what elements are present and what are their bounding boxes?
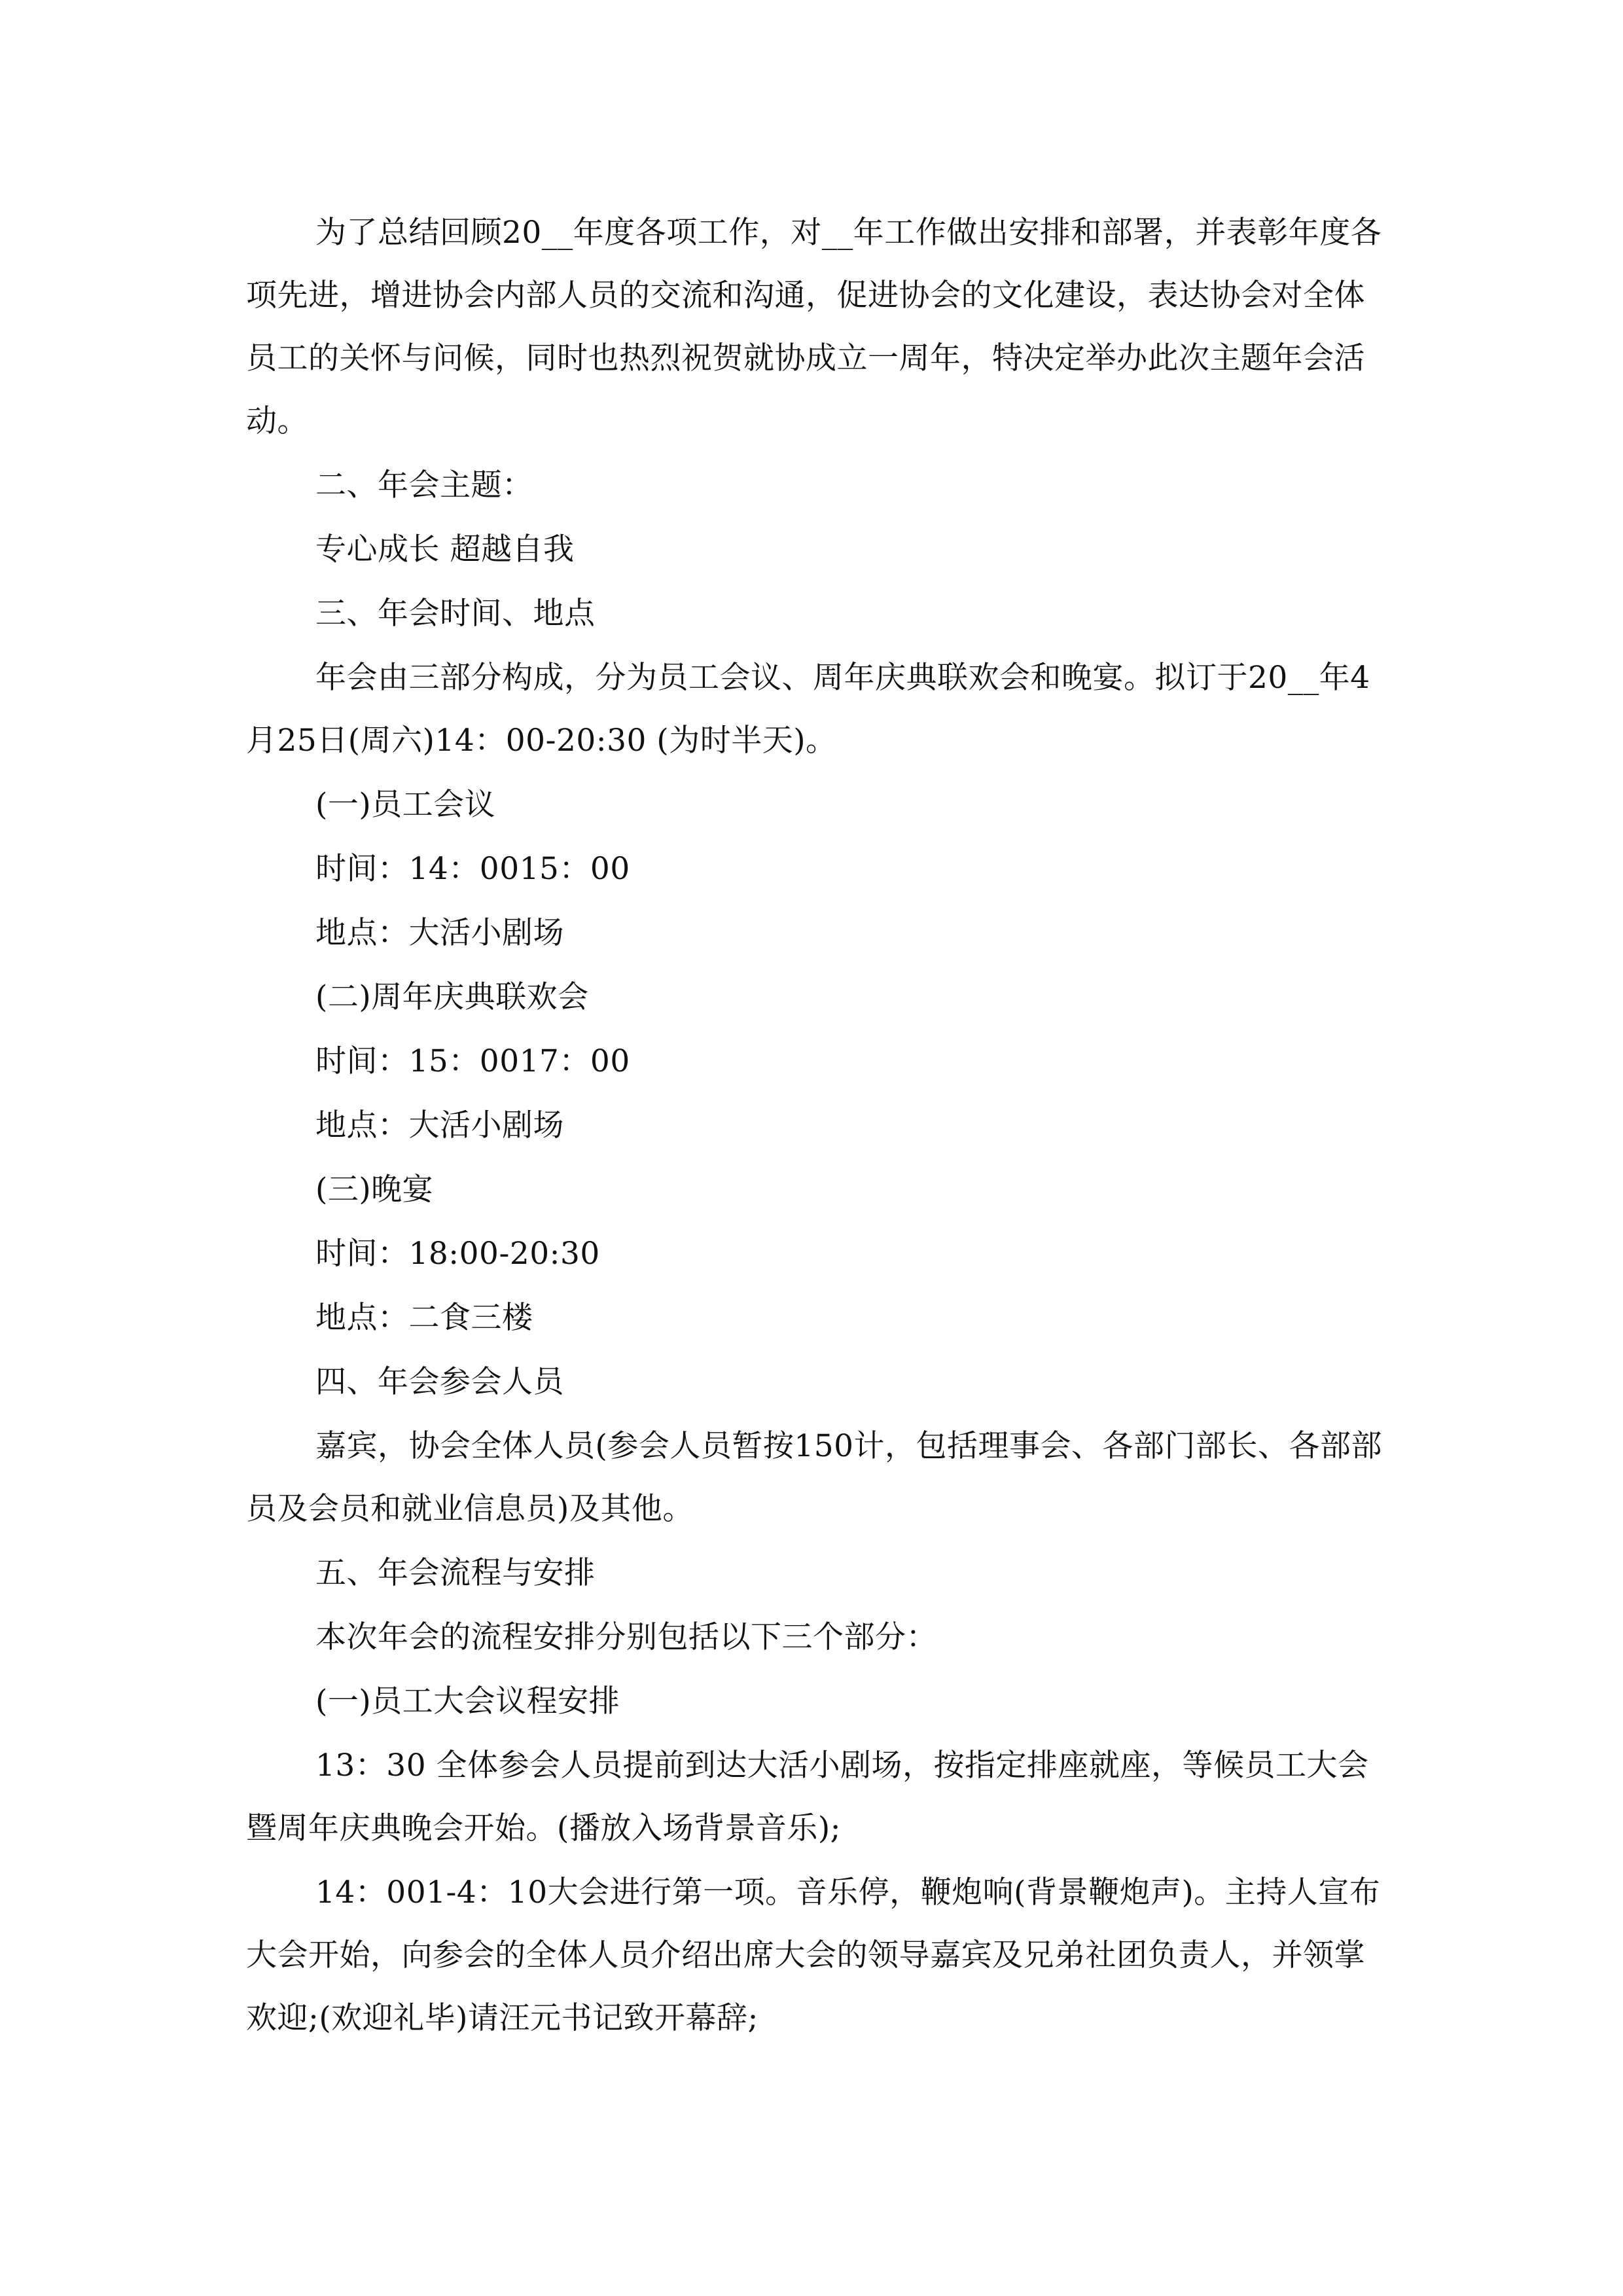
- staff-meeting-place: 地点：大活小剧场: [315, 915, 564, 951]
- theme-text: 专心成长 超越自我: [315, 531, 575, 567]
- agenda-item-1330: 13：30 全体参会人员提前到达大活小剧场，按指定排座就座，等候员工大会暨周年庆典晚会开始。(播放入场背景音乐);: [246, 1748, 1369, 1846]
- subheading-banquet: (三)晚宴: [315, 1172, 434, 1208]
- agenda-item-1400: 14：001-4：10大会进行第一项。音乐停，鞭炮响(背景鞭炮声)。主持人宣布大会开始，向参会的全体人员介绍出席大会的领导嘉宾及兄弟社团负责人，并领掌欢迎;(欢迎礼毕)请汪元书记致开幕辞;: [246, 1874, 1381, 2036]
- subheading-staff-meeting: (一)员工会议: [315, 787, 496, 823]
- banquet-time: 时间：18:00-20:30: [315, 1236, 600, 1272]
- document-page: [246, 202, 1385, 2051]
- staff-meeting-time: 时间：14：0015：00: [315, 851, 630, 887]
- banquet-place: 地点：二食三楼: [315, 1300, 533, 1336]
- section-heading-agenda: 五、年会流程与安排: [315, 1555, 596, 1591]
- schedule-paragraph: 年会由三部分构成，分为员工会议、周年庆典联欢会和晚宴。拟订于20__年4月25日(周六)14：00-20:30 (为时半天)。: [246, 660, 1370, 759]
- subheading-anniversary-gala: (二)周年庆典联欢会: [315, 979, 589, 1015]
- agenda-intro: 本次年会的流程安排分别包括以下三个部分：: [315, 1619, 937, 1655]
- section-heading-attendees: 四、年会参会人员: [315, 1364, 564, 1400]
- section-heading-theme: 二、年会主题：: [315, 467, 533, 503]
- anniversary-gala-time: 时间：15：0017：00: [315, 1043, 630, 1079]
- attendees-paragraph: 嘉宾，协会全体人员(参会人员暂按150计，包括理事会、各部门部长、各部部员及会员和就业信息员)及其他。: [246, 1428, 1383, 1527]
- section-heading-time-place: 三、年会时间、地点: [315, 596, 596, 632]
- anniversary-gala-place: 地点：大活小剧场: [315, 1107, 564, 1143]
- subheading-staff-assembly: (一)员工大会议程安排: [315, 1683, 620, 1719]
- intro-paragraph: 为了总结回顾20__年度各项工作，对__年工作做出安排和部署，并表彰年度各项先进，增进协会内部人员的交流和沟通，促进协会的文化建设，表达协会对全体员工的关怀与问候，同时也热烈祝贺就协成立一周年，特决定举办此次主题年会活动。: [246, 215, 1382, 439]
